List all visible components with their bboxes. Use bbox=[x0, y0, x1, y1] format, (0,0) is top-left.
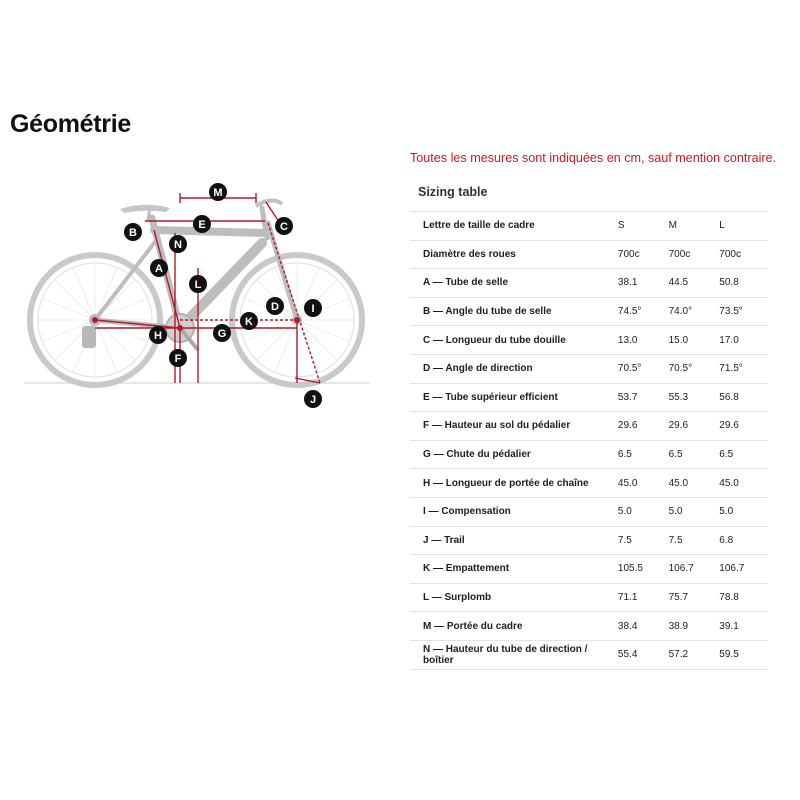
cell-m: 6.5 bbox=[667, 440, 718, 469]
cell-m: 44.5 bbox=[667, 269, 718, 298]
cell-m: 70.5° bbox=[667, 354, 718, 383]
row-label: I — Compensation bbox=[410, 497, 616, 526]
cell-m: 7.5 bbox=[667, 526, 718, 555]
table-row bbox=[410, 526, 768, 555]
cell-m: 106.7 bbox=[667, 555, 718, 584]
table-row bbox=[410, 297, 768, 326]
cell-l: 17.0 bbox=[717, 326, 768, 355]
row-label: E — Tube supérieur efficient bbox=[410, 383, 616, 412]
svg-text:A: A bbox=[155, 263, 163, 275]
table-header-row bbox=[410, 212, 768, 241]
cell-s: 38.4 bbox=[616, 612, 667, 641]
cell-l: 59.5 bbox=[717, 640, 768, 669]
cell-s: 45.0 bbox=[616, 469, 667, 498]
size-m: M bbox=[667, 212, 718, 241]
cell-m: 74.0° bbox=[667, 297, 718, 326]
sizing-table bbox=[410, 211, 768, 670]
svg-text:H: H bbox=[154, 330, 162, 342]
cell-l: 45.0 bbox=[717, 469, 768, 498]
cell-s: 55.4 bbox=[616, 640, 667, 669]
cell-m: 15.0 bbox=[667, 326, 718, 355]
cell-m: 29.6 bbox=[667, 412, 718, 441]
badge-h bbox=[149, 326, 167, 344]
cell-m: 55.3 bbox=[667, 383, 718, 412]
badge-j bbox=[304, 390, 322, 408]
table-row bbox=[410, 497, 768, 526]
bike-geometry-diagram bbox=[20, 178, 390, 408]
svg-text:F: F bbox=[174, 353, 182, 365]
svg-text:E: E bbox=[198, 219, 206, 231]
badge-b bbox=[124, 223, 142, 241]
cell-m: 38.9 bbox=[667, 612, 718, 641]
row-label: F — Hauteur au sol du pédalier bbox=[410, 412, 616, 441]
badge-g bbox=[213, 324, 231, 342]
units-note: Toutes les mesures sont indiquées en cm, sauf mention contraire. bbox=[410, 151, 777, 165]
badge-k bbox=[240, 312, 258, 330]
cell-l: 78.8 bbox=[717, 583, 768, 612]
badge-n bbox=[169, 235, 187, 253]
table-row bbox=[410, 469, 768, 498]
cell-l: 6.8 bbox=[717, 526, 768, 555]
cell-m: 75.7 bbox=[667, 583, 718, 612]
cell-m: 5.0 bbox=[667, 497, 718, 526]
svg-text:B: B bbox=[129, 227, 137, 239]
table-row bbox=[410, 354, 768, 383]
saddle bbox=[120, 205, 170, 213]
table-row bbox=[410, 555, 768, 584]
svg-text:L: L bbox=[194, 279, 202, 291]
table-row bbox=[410, 440, 768, 469]
rear-derailleur bbox=[82, 326, 96, 348]
table-row bbox=[410, 612, 768, 641]
row-label: D — Angle de direction bbox=[410, 354, 616, 383]
cell-s: 29.6 bbox=[616, 412, 667, 441]
svg-text:N: N bbox=[174, 239, 182, 251]
table-row bbox=[410, 240, 768, 269]
badge-m bbox=[209, 183, 227, 201]
cell-s: 70.5° bbox=[616, 354, 667, 383]
cell-s: 5.0 bbox=[616, 497, 667, 526]
cell-s: 700c bbox=[616, 240, 667, 269]
badge-l bbox=[189, 275, 207, 293]
cell-m: 45.0 bbox=[667, 469, 718, 498]
size-s: S bbox=[616, 212, 667, 241]
table-row bbox=[410, 383, 768, 412]
row-label: A — Tube de selle bbox=[410, 269, 616, 298]
cell-s: 7.5 bbox=[616, 526, 667, 555]
row-label: J — Trail bbox=[410, 526, 616, 555]
cell-m: 57.2 bbox=[667, 640, 718, 669]
sizing-table-title: Sizing table bbox=[418, 185, 488, 199]
cell-l: 700c bbox=[717, 240, 768, 269]
row-label: B — Angle du tube de selle bbox=[410, 297, 616, 326]
row-label: C — Longueur du tube douille bbox=[410, 326, 616, 355]
cell-s: 53.7 bbox=[616, 383, 667, 412]
cell-l: 6.5 bbox=[717, 440, 768, 469]
cell-m: 700c bbox=[667, 240, 718, 269]
table-row bbox=[410, 412, 768, 441]
cell-l: 106.7 bbox=[717, 555, 768, 584]
cell-s: 71.1 bbox=[616, 583, 667, 612]
page-title: Géométrie bbox=[10, 110, 131, 138]
row-label: N — Hauteur du tube de direction / boîtier bbox=[410, 640, 616, 669]
table-row bbox=[410, 269, 768, 298]
cell-l: 71.5° bbox=[717, 354, 768, 383]
svg-text:G: G bbox=[217, 328, 227, 340]
cell-l: 73.5° bbox=[717, 297, 768, 326]
cell-s: 13.0 bbox=[616, 326, 667, 355]
row-label: M — Portée du cadre bbox=[410, 612, 616, 641]
badge-i bbox=[304, 299, 322, 317]
badge-d bbox=[266, 297, 284, 315]
size-l: L bbox=[717, 212, 768, 241]
row-label: L — Surplomb bbox=[410, 583, 616, 612]
badge-f bbox=[169, 349, 187, 367]
row-label: H — Longueur de portée de chaîne bbox=[410, 469, 616, 498]
cell-s: 38.1 bbox=[616, 269, 667, 298]
table-row bbox=[410, 640, 768, 669]
cell-l: 39.1 bbox=[717, 612, 768, 641]
row-label: K — Empattement bbox=[410, 555, 616, 584]
badge-c bbox=[275, 217, 293, 235]
row-label: G — Chute du pédalier bbox=[410, 440, 616, 469]
cell-l: 56.8 bbox=[717, 383, 768, 412]
cell-l: 29.6 bbox=[717, 412, 768, 441]
handlebar bbox=[256, 200, 282, 206]
svg-text:D: D bbox=[271, 301, 279, 313]
badge-e bbox=[193, 215, 211, 233]
svg-text:I: I bbox=[311, 303, 315, 315]
header-label: Lettre de taille de cadre bbox=[410, 212, 616, 241]
svg-text:M: M bbox=[213, 187, 223, 199]
row-label: Diamètre des roues bbox=[410, 240, 616, 269]
cell-l: 50.8 bbox=[717, 269, 768, 298]
badge-a bbox=[150, 259, 168, 277]
svg-text:K: K bbox=[245, 316, 253, 328]
cell-s: 74.5° bbox=[616, 297, 667, 326]
cell-s: 6.5 bbox=[616, 440, 667, 469]
table-row bbox=[410, 326, 768, 355]
cell-l: 5.0 bbox=[717, 497, 768, 526]
svg-text:C: C bbox=[280, 221, 288, 233]
cell-s: 105.5 bbox=[616, 555, 667, 584]
svg-text:J: J bbox=[309, 394, 317, 406]
table-row bbox=[410, 583, 768, 612]
